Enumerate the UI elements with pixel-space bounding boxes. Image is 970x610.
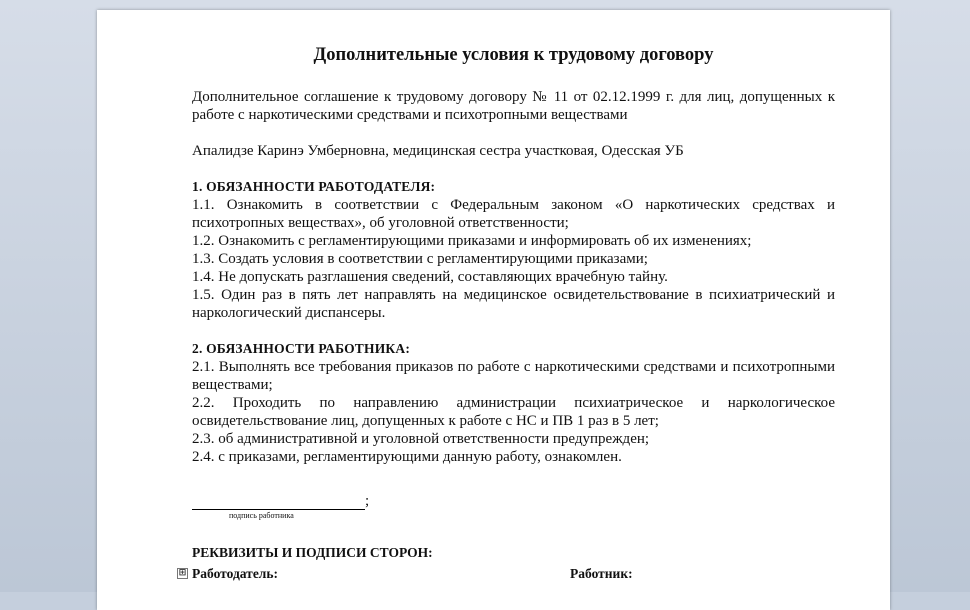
document-page[interactable] bbox=[97, 10, 890, 610]
spacer bbox=[192, 124, 835, 142]
section1-item: 1.3. Создать условия в соответствии с регламентирующими приказами; bbox=[192, 251, 648, 267]
section2-item: 2.2. Проходить по направлению администрации психиатрическое и наркологическое освидетельствование лиц, допущенных к работе с НС и ПВ 1 раз в 5 лет; bbox=[192, 395, 835, 429]
section2-item: 2.4. с приказами, регламентирующими данную работу, ознакомлен. bbox=[192, 449, 622, 465]
signature-semicolon: ; bbox=[365, 493, 370, 509]
table-move-handle-icon[interactable]: ⊞ bbox=[178, 568, 187, 578]
section1-item: 1.1. Ознакомить в соответствии с Федеральным законом «О наркотических средствах и психотропных веществах», об уголовной ответственности; bbox=[192, 197, 835, 231]
section2-item: 2.1. Выполнять все требования приказов по работе с наркотическими средствами и психотропными веществами; bbox=[192, 359, 835, 393]
document-body[interactable] bbox=[178, 44, 835, 583]
spacer bbox=[192, 160, 835, 178]
signature-line bbox=[192, 496, 365, 510]
parties-table-row bbox=[178, 565, 835, 583]
spacer bbox=[192, 322, 835, 340]
signature-caption: подпись работника bbox=[229, 511, 294, 520]
signature-block bbox=[192, 492, 835, 522]
worker-label: Работник: bbox=[570, 566, 633, 581]
section1-item: 1.5. Один раз в пять лет направлять на медицинское освидетельствование в психиатрический и наркологический диспансеры. bbox=[192, 287, 835, 321]
requisites-heading: РЕКВИЗИТЫ И ПОДПИСИ СТОРОН: bbox=[192, 545, 433, 560]
section2-item: 2.3. об административной и уголовной ответственности предупрежден; bbox=[192, 431, 650, 447]
section1-item: 1.2. Ознакомить с регламентирующими приказами и информировать об их изменениях; bbox=[192, 233, 752, 249]
employee-line: Апалидзе Каринэ Умберновна, медицинская сестра участковая, Одесская УБ bbox=[192, 143, 684, 159]
document-title: Дополнительные условия к трудовому договору bbox=[313, 45, 714, 65]
section1-heading: 1. ОБЯЗАННОСТИ РАБОТОДАТЕЛЯ: bbox=[192, 179, 436, 194]
employer-label: Работодатель: bbox=[192, 566, 279, 581]
section2-heading: 2. ОБЯЗАННОСТИ РАБОТНИКА: bbox=[192, 341, 411, 356]
intro-paragraph: Дополнительное соглашение к трудовому договору № 11 от 02.12.1999 г. для лиц, допущенных к работе с наркотическими средствами и психотропными веществами bbox=[192, 89, 835, 123]
section1-item: 1.4. Не допускать разглашения сведений, составляющих врачебную тайну. bbox=[192, 269, 668, 285]
